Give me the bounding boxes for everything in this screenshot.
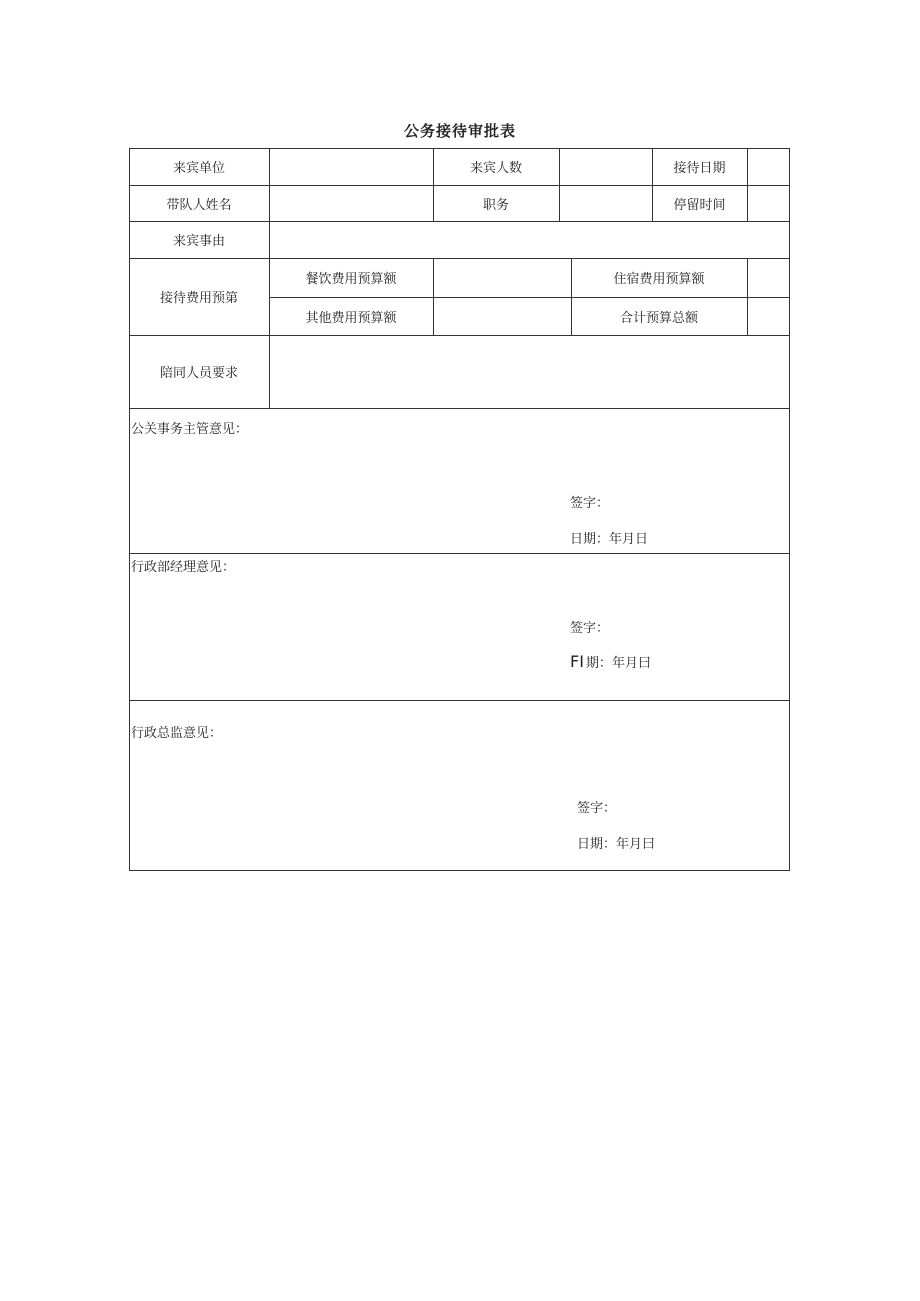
admin-manager-date <box>570 652 651 671</box>
stay-time-field[interactable] <box>748 186 789 221</box>
date-prefix: 日期： <box>577 837 617 852</box>
date-suffix: 年月曰 <box>616 837 656 852</box>
reception-date-label: 接待日期 <box>673 161 726 176</box>
lodging-budget-label: 住宿费用预算额 <box>613 272 705 287</box>
guest-unit-field[interactable] <box>270 149 433 185</box>
divider <box>129 408 790 409</box>
lodging-budget-field[interactable] <box>748 259 789 297</box>
reception-date-field[interactable] <box>748 149 789 185</box>
guest-count-field[interactable] <box>560 149 652 185</box>
admin-director-opinion-label: 行政总监意见： <box>131 726 223 741</box>
visit-reason-label: 来宾事由 <box>172 234 225 249</box>
position-label: 职务 <box>482 197 509 213</box>
form-title: 公务接待审批表 <box>403 122 516 140</box>
leader-name-field[interactable] <box>270 186 433 221</box>
stay-time-label: 停留时间 <box>673 197 726 213</box>
admin-manager-opinion-label: 行政部经理意见： <box>131 560 236 575</box>
other-budget-label: 其他费用预算额 <box>305 310 397 326</box>
escort-requirement-field[interactable] <box>270 336 789 408</box>
total-budget-field[interactable] <box>748 298 789 335</box>
admin-director-date <box>577 833 655 852</box>
meal-budget-field[interactable] <box>434 259 571 297</box>
date-suffix: 年月曰 <box>611 656 651 671</box>
guest-count-label: 来宾人数 <box>469 161 522 176</box>
date-mid: 期： <box>585 656 612 671</box>
guest-unit-label: 来宾单位 <box>172 161 225 176</box>
divider <box>129 553 790 554</box>
position-field[interactable] <box>560 186 652 221</box>
leader-name-label: 带队人姓名 <box>166 197 232 213</box>
other-budget-field[interactable] <box>434 298 571 335</box>
admin-manager-signature-label: 签字： <box>570 621 610 636</box>
date-suffix: 年月日 <box>609 532 649 547</box>
escort-requirement-label: 陪同人员要求 <box>159 366 238 381</box>
visit-reason-field[interactable] <box>270 222 789 258</box>
pr-supervisor-opinion-label: 公关事务主管意见： <box>131 422 249 437</box>
total-budget-label: 合计预算总额 <box>619 310 698 326</box>
divider <box>129 700 790 701</box>
admin-director-signature-label: 签字： <box>577 801 617 816</box>
date-prefix: FI <box>570 652 584 671</box>
meal-budget-label: 餐饮费用预算额 <box>305 272 397 287</box>
pr-supervisor-date <box>570 528 648 547</box>
budget-label: 接待费用预第 <box>159 291 238 306</box>
pr-supervisor-signature-label: 签字： <box>570 496 610 511</box>
date-prefix: 日期： <box>570 532 610 547</box>
